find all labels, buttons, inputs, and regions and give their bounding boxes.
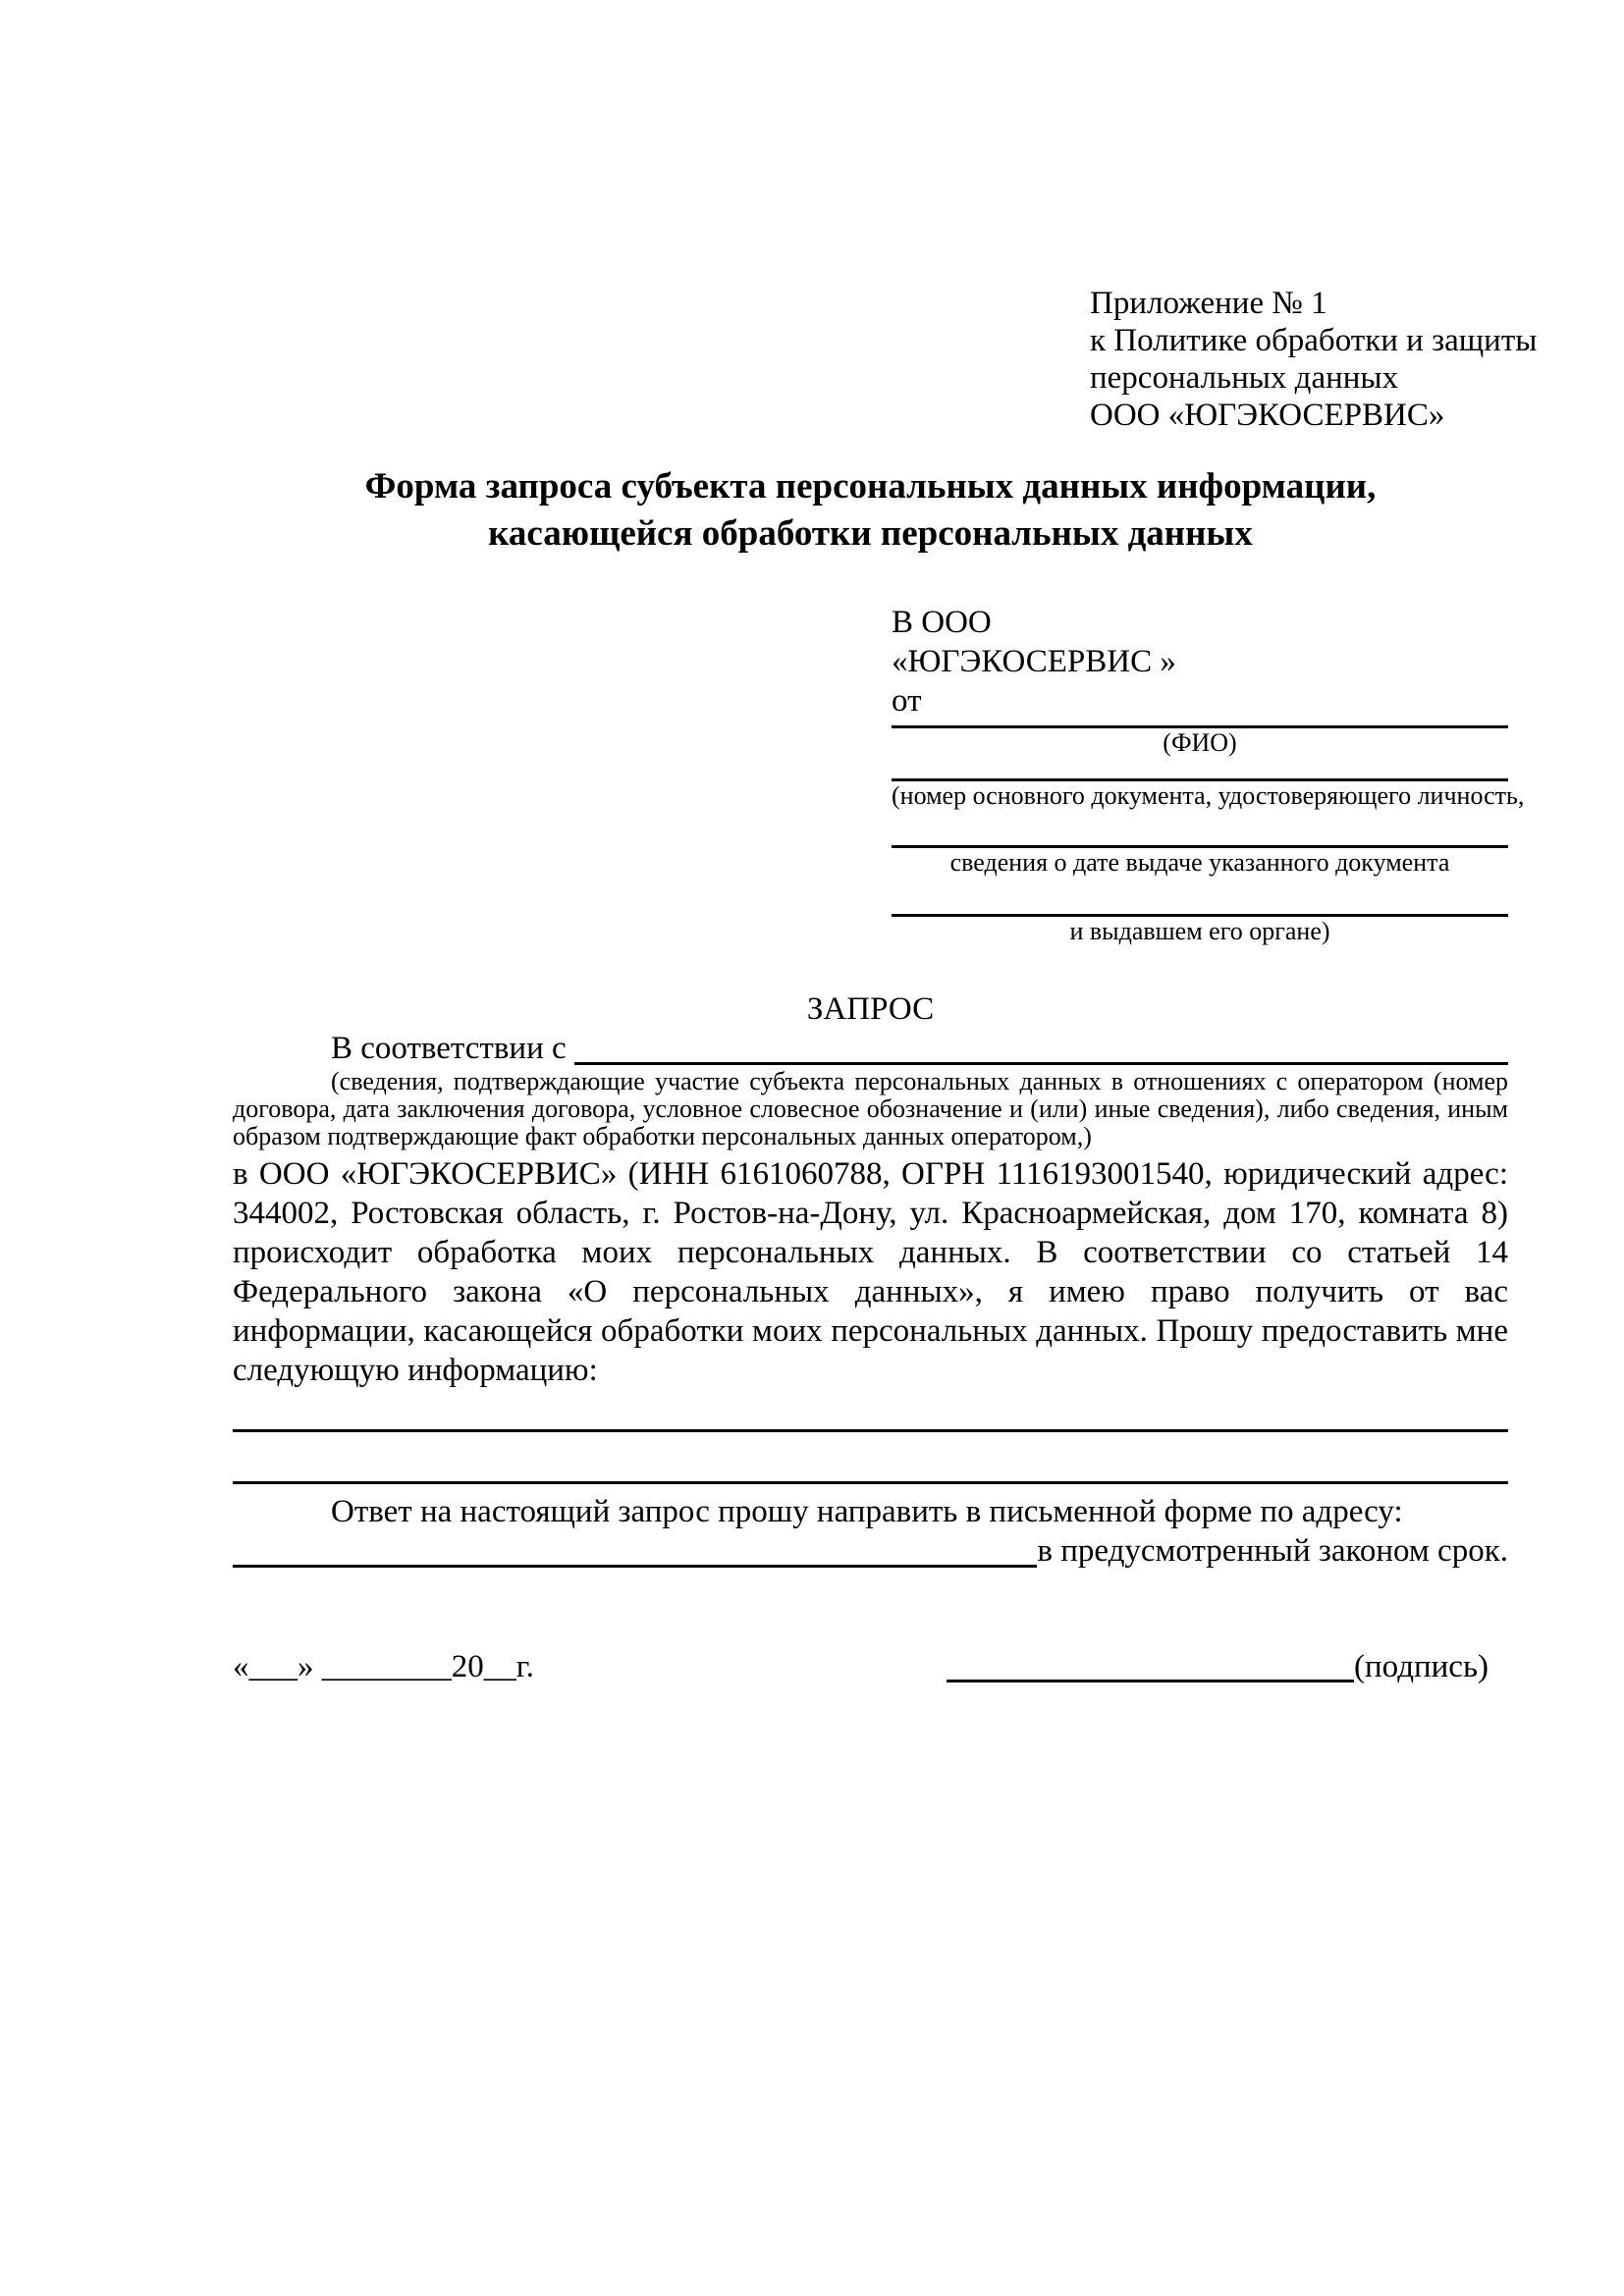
signature-blank-field bbox=[947, 1647, 1354, 1682]
document-title-line-1: Форма запроса субъекта персональных данных информации, bbox=[364, 466, 1377, 507]
request-heading: ЗАПРОС bbox=[806, 991, 935, 1027]
fio-caption: (ФИО) bbox=[1163, 728, 1237, 757]
address-blank-field bbox=[233, 1531, 1037, 1568]
appendix-line-4: ООО «ЮГЭКОСЕРВИС» bbox=[1090, 398, 1445, 433]
reply-deadline-text: в предусмотренный законом срок. bbox=[1037, 1533, 1508, 1569]
document-title bbox=[233, 463, 1508, 558]
document-number-caption: (номер основного документа, удостоверяющего личность, bbox=[892, 781, 1525, 810]
blank-line-field-1 bbox=[233, 1429, 1508, 1432]
date-signature-row bbox=[233, 1647, 1508, 1686]
issue-date-blank-field bbox=[892, 840, 1508, 848]
blank-line-field-2 bbox=[233, 1481, 1508, 1484]
intro-blank-field bbox=[574, 1029, 1508, 1065]
reply-address-row bbox=[233, 1531, 1508, 1571]
date-blank-field: «___» ________20__г. bbox=[233, 1649, 534, 1684]
addressee-line-3: от bbox=[892, 683, 922, 719]
appendix-note bbox=[1090, 285, 1538, 434]
intro-row bbox=[233, 1029, 1508, 1068]
appendix-line-1: Приложение № 1 bbox=[1090, 286, 1327, 321]
appendix-line-2: к Политике обработки и защиты bbox=[1090, 323, 1538, 358]
issue-date-caption: сведения о дате выдаче указанного документа bbox=[949, 848, 1450, 877]
request-body: в ООО «ЮГЭКОСЕРВИС» (ИНН 6161060788, ОГРН 1116193001540, юридический адрес: 344002, Ростовская область, г. Ростов-на-Дону, ул. Красноармейская, дом 170, комната 8) происходит обработка моих персональных данных. В соответствии со статьей 14 Федерального закона «О персональных данных», я имею право получить от вас информации, касающейся обработки моих персональных данных. Прошу предоставить мне следующую информацию: bbox=[233, 1156, 1508, 1388]
issuer-caption: и выдавшем его органе) bbox=[1069, 917, 1330, 945]
issuer-blank-field bbox=[892, 909, 1508, 917]
addressee-line-2: «ЮГЭКОСЕРВИС » bbox=[892, 644, 1176, 679]
appendix-line-3: персональных данных bbox=[1090, 360, 1399, 396]
reply-paragraph: Ответ на настоящий запрос прошу направить в письменной форме по адресу: bbox=[331, 1494, 1403, 1529]
addressee-block bbox=[892, 603, 1525, 946]
signature-caption: (подпись) bbox=[1354, 1649, 1489, 1684]
addressee-line-1: В ООО bbox=[892, 605, 992, 640]
signature-group bbox=[947, 1647, 1489, 1686]
fio-blank-field bbox=[892, 721, 1508, 728]
legal-note: (сведения, подтверждающие участие субъекта персональных данных в отношениях с оператором (номер договора, дата заключения договора, условное словесное обозначение и (или) иные сведения), либо сведения, иным образом подтверждающие факт обработки персональных данных оператором,) bbox=[233, 1067, 1508, 1150]
document-title-line-2: касающейся обработки персональных данных bbox=[488, 513, 1253, 554]
document-number-blank-field bbox=[892, 774, 1508, 781]
intro-label: В соответствии с bbox=[331, 1031, 567, 1066]
